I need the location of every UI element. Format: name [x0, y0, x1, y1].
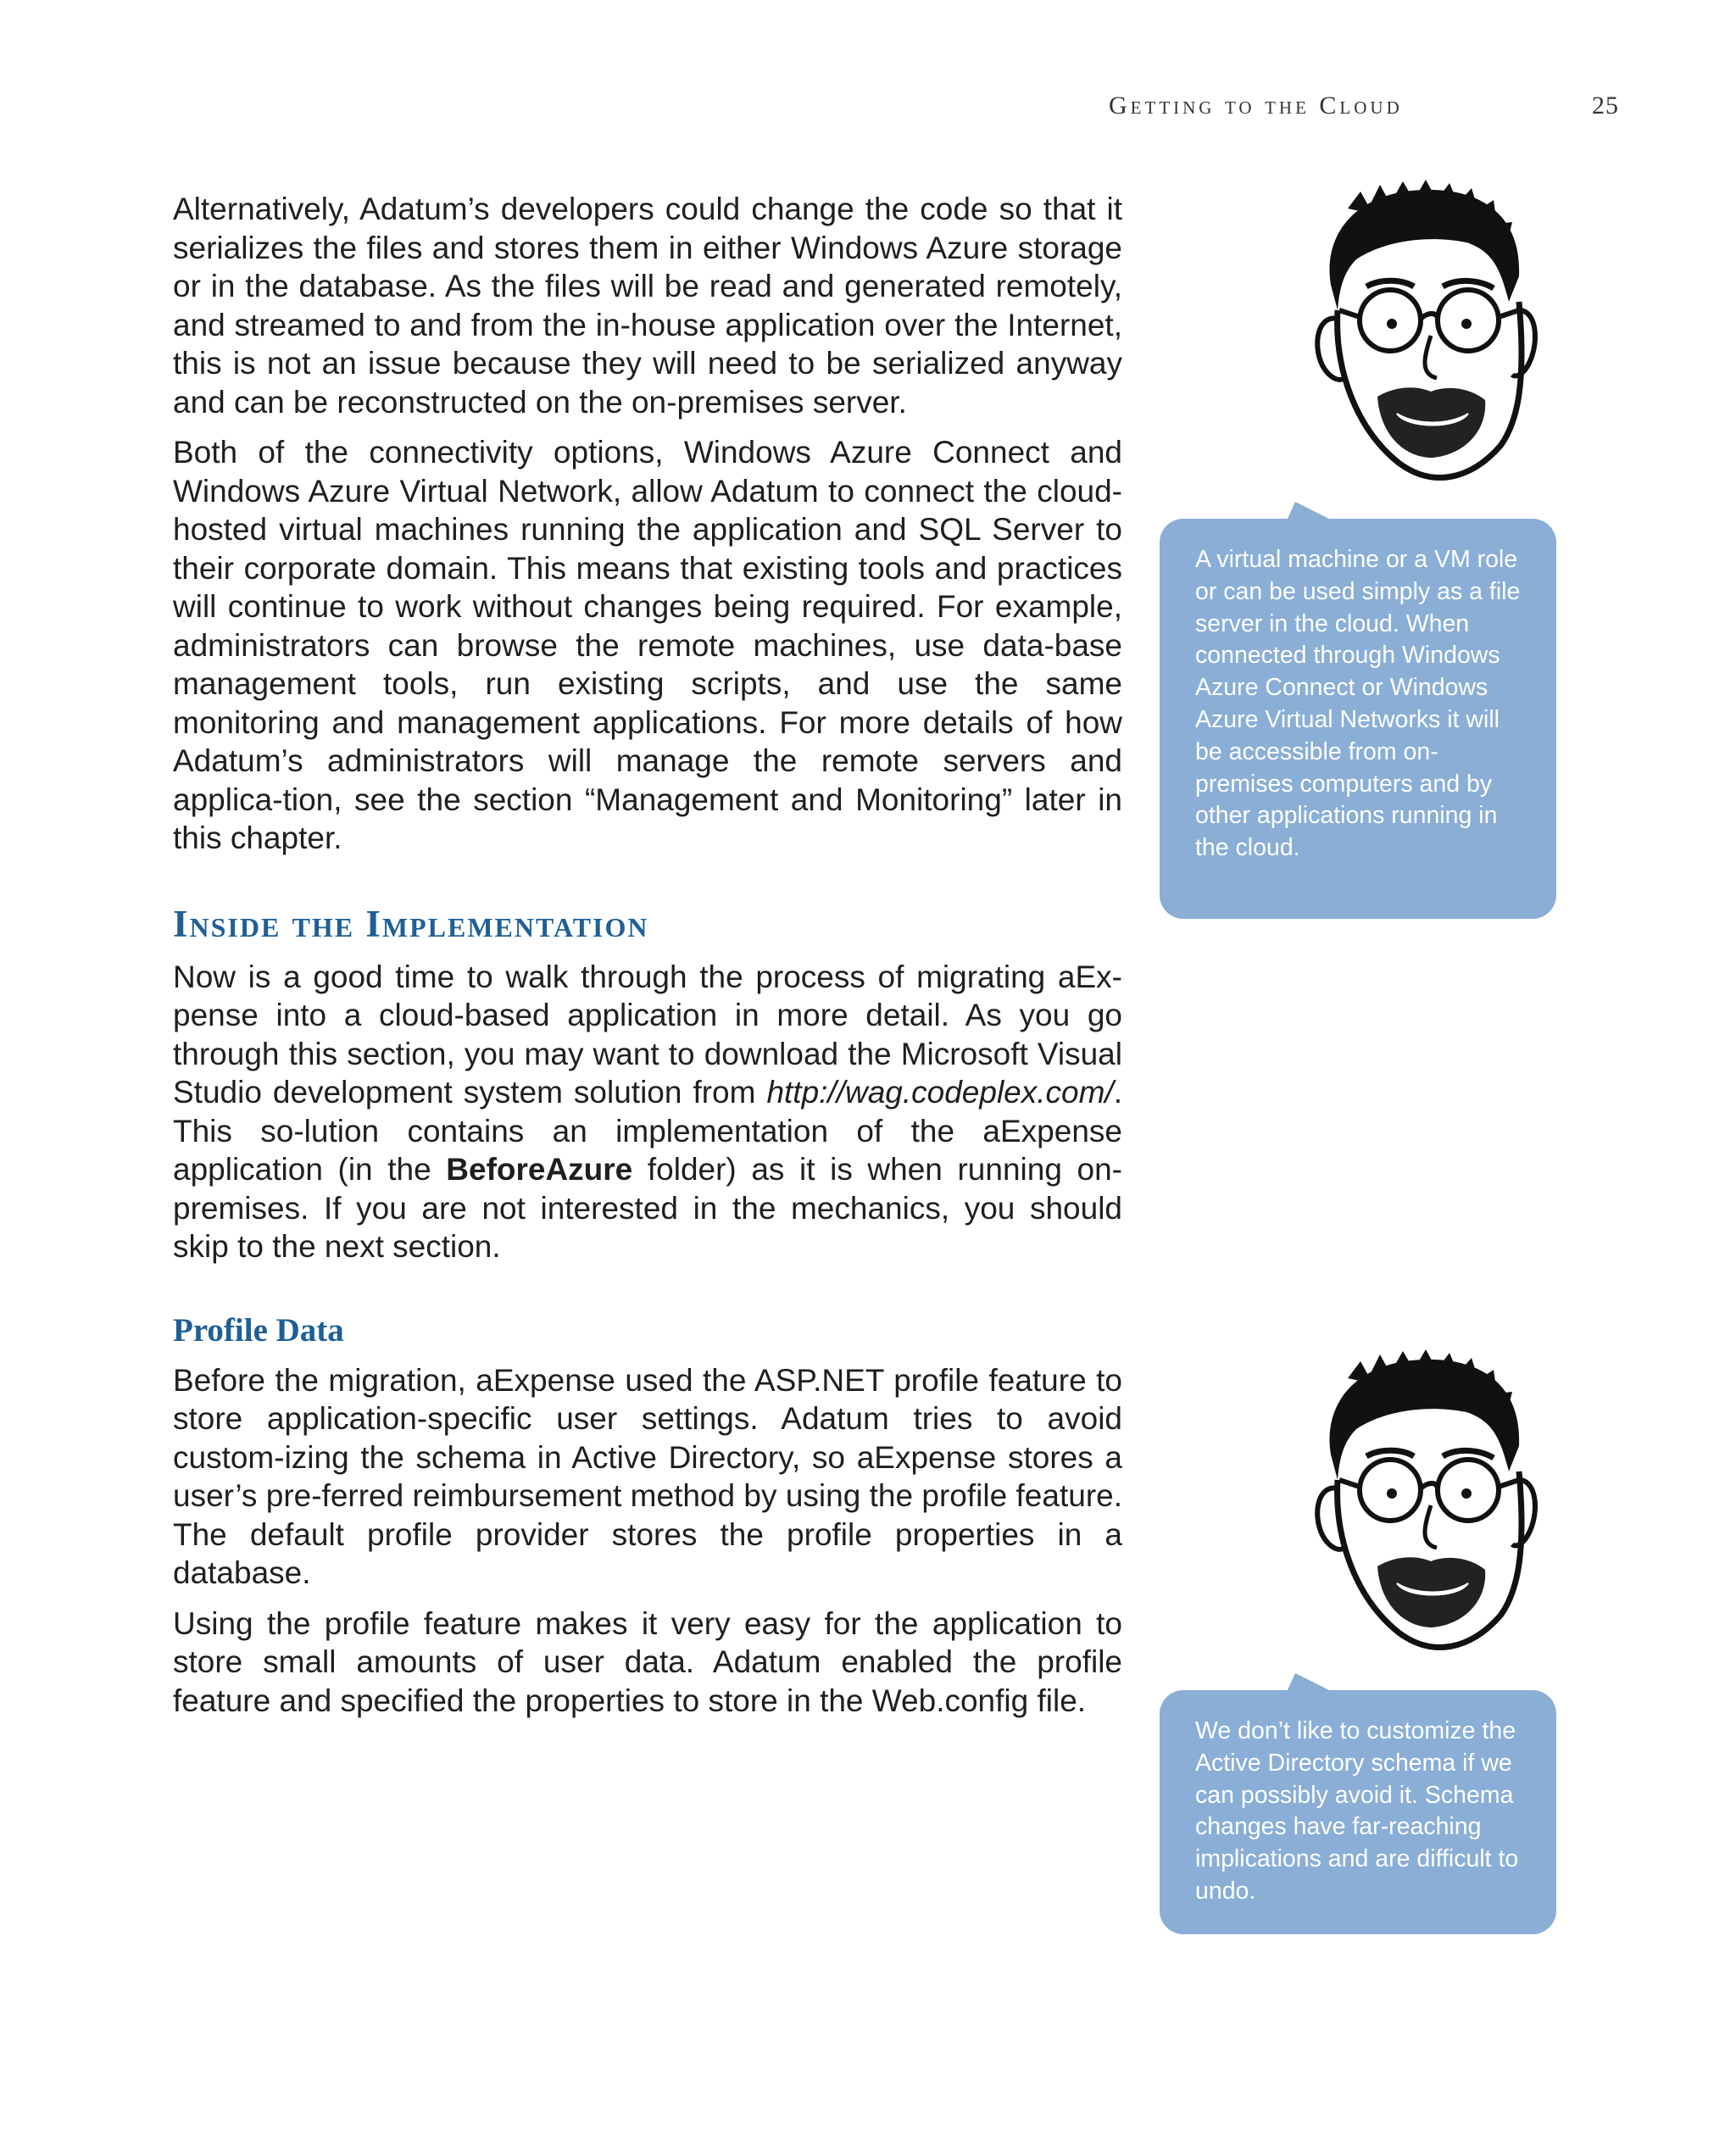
eye	[1387, 1488, 1397, 1499]
paragraph: Before the migration, aExpense used the ASP.NET profile feature to store application-specific user settings. Adatum tries to avoid custom-izing the schema in Active Directory, so aExpense stores a user’s pre-ferred reimbursement method by using the profile feature. The default profile provider stores the profile properties in a database.	[173, 1362, 1122, 1590]
eye	[1387, 319, 1397, 329]
portrait-illustration	[1297, 175, 1551, 497]
page-number: 25	[1592, 92, 1619, 120]
nose	[1425, 336, 1437, 378]
section-heading: Inside the Implementation	[173, 902, 649, 945]
hair	[1329, 180, 1519, 310]
portrait-illustration	[1297, 1344, 1551, 1666]
eye	[1461, 319, 1472, 329]
paragraph	[173, 958, 1122, 1266]
paragraph-text: Now is a good time to walk through the process of migrating aEx-pense into a cloud-based application in more detail. As you go through this section, you may want to download the Microsoft Visual Studio development system solution from	[173, 959, 1122, 1110]
paragraph: Both of the connectivity options, Windows Azure Connect and Windows Azure Virtual Network, allow Adatum to connect the cloud-hosted virtual machines running the application and SQL Server to their corporate domain. This means that existing tools and practices will continue to work without changes being required. For example, administrators can browse the remote machines, use data-base management tools, run existing scripts, and use the same monitoring and management applications. For more details of how Adatum’s administrators will manage the remote servers and applica-tion, see the section “Management and Monitoring” later in this chapter.	[173, 435, 1122, 855]
sidebar-note-text: A virtual machine or a VM role or can be used simply as a file server in the cloud. When connected through Windows Azure Connect or Windows Azure Virtual Networks it will be accessible from on-premises computers and by other applications running in the cloud.	[1195, 546, 1521, 862]
sidebar-note	[1160, 519, 1556, 919]
eyebrow	[1443, 1450, 1494, 1458]
eyebrow	[1366, 1450, 1414, 1456]
bubble-tail	[1287, 502, 1333, 520]
paragraph: Alternatively, Adatum’s developers could change the code so that it serializes the files and stores them in either Windows Azure storage or in the database. As the files will be read and generated remotely, and streamed to and from the in-house application over the Internet, this is not an issue because they will need to be serialized anyway and can be reconstructed on the on-premises server.	[173, 192, 1122, 420]
bubble-tail	[1287, 1673, 1333, 1692]
paragraph-text: . This so-lution contains an implementation of the aExpense application (in the	[173, 1075, 1122, 1187]
running-head-title: Getting to the Cloud	[1109, 92, 1403, 120]
sidebar-note	[1160, 1690, 1556, 1934]
eye	[1461, 1488, 1472, 1499]
eyebrow	[1366, 281, 1414, 286]
main-text-column	[173, 190, 1122, 1732]
paragraph: Using the profile feature makes it very easy for the application to store small amounts of user data. Adatum enabled the profile feature and specified the properties to store in the Web.config file.	[173, 1605, 1122, 1718]
subsection-heading: Profile Data	[173, 1311, 344, 1349]
hair	[1329, 1349, 1519, 1480]
sidebar-note-text: We don’t like to customize the Active Directory schema if we can possibly avoid it. Schema changes have far-reaching implications and are difficult to undo.	[1195, 1717, 1519, 1905]
paragraph-text: folder) as it is when running on-premises. If you are not interested in the mechanics, you should skip to the next section.	[173, 1152, 1122, 1264]
nose	[1425, 1505, 1437, 1548]
folder-name: BeforeAzure	[446, 1152, 633, 1187]
eyebrow	[1443, 281, 1494, 288]
running-head	[1093, 92, 1619, 125]
codeplex-link[interactable]: http://wag.codeplex.com/	[766, 1075, 1114, 1110]
